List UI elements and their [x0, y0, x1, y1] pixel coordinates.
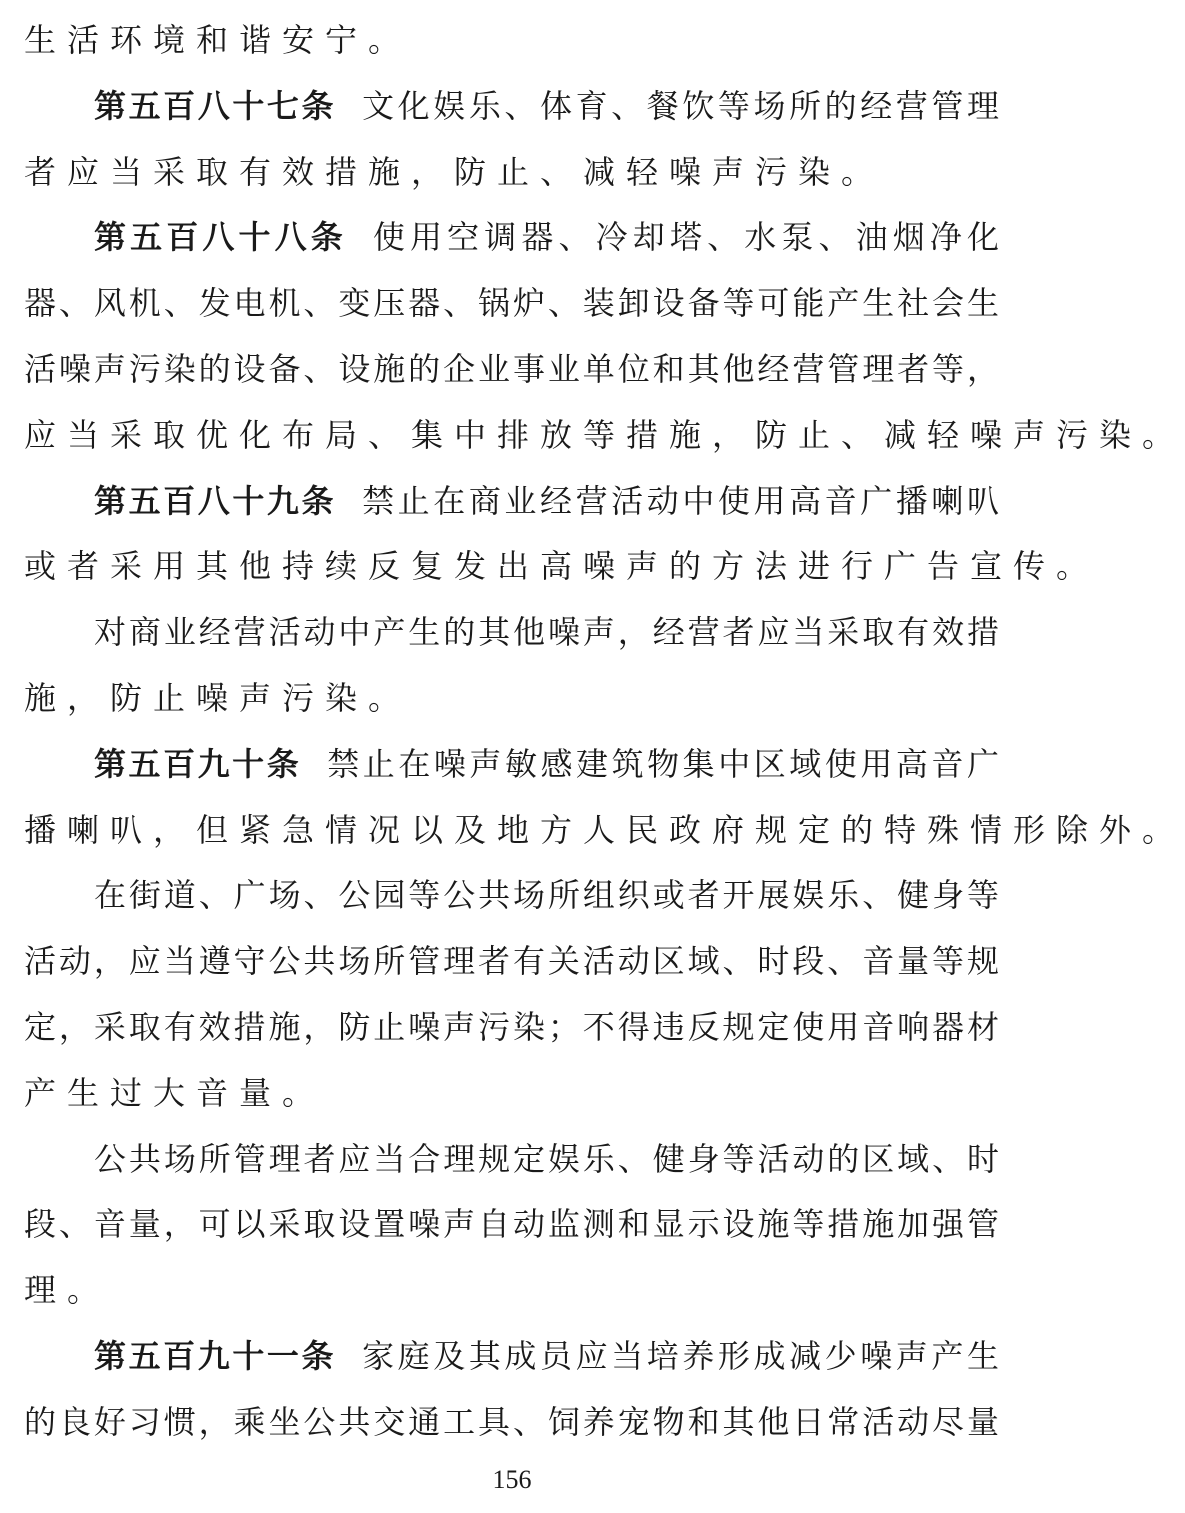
article-number: 第五百九十条 [94, 745, 302, 783]
article-591-line: 第五百九十一条 家庭及其成员应当培养形成减少噪声产生 [94, 1337, 1000, 1375]
text-line: 在街道、广场、公园等公共场所组织或者开展娱乐、健身等 [94, 876, 1000, 914]
text-line: 或者采用其他持续反复发出高噪声的方法进行广告宣传。 [24, 547, 1100, 585]
text-line: 对商业经营活动中产生的其他噪声，经营者应当采取有效措 [94, 613, 1000, 651]
article-number: 第五百九十一条 [94, 1337, 337, 1375]
article-587-line: 第五百八十七条 文化娱乐、体育、餐饮等场所的经营管理 [94, 87, 1000, 125]
text-line: 应当采取优化布局、集中排放等措施，防止、减轻噪声污染。 [24, 416, 1185, 454]
text-line: 活动，应当遵守公共场所管理者有关活动区域、时段、音量等规 [24, 942, 1000, 980]
text-line: 理。 [24, 1271, 111, 1309]
text-line: 器、风机、发电机、变压器、锅炉、装卸设备等可能产生社会生 [24, 284, 1000, 322]
text-line: 活噪声污染的设备、设施的企业事业单位和其他经营管理者等， [24, 350, 1000, 388]
text-line: 的良好习惯，乘坐公共交通工具、饲养宠物和其他日常活动尽量 [24, 1403, 1000, 1441]
article-590-line: 第五百九十条 禁止在噪声敏感建筑物集中区域使用高音广 [94, 745, 1000, 783]
text-line: 公共场所管理者应当合理规定娱乐、健身等活动的区域、时 [94, 1140, 1000, 1178]
article-588-line: 第五百八十八条 使用空调器、冷却塔、水泵、油烟净化 [94, 218, 1000, 256]
article-number: 第五百八十七条 [94, 87, 337, 125]
text-line: 生活环境和谐安宁。 [24, 21, 412, 59]
article-589-line: 第五百八十九条 禁止在商业经营活动中使用高音广播喇叭 [94, 482, 1000, 520]
text-line: 施，防止噪声污染。 [24, 679, 412, 717]
text-line: 产生过大音量。 [24, 1074, 326, 1112]
text-line: 播喇叭，但紧急情况以及地方人民政府规定的特殊情形除外。 [24, 811, 1185, 849]
text-line: 者应当采取有效措施，防止、减轻噪声污染。 [24, 153, 885, 191]
text-line: 定，采取有效措施，防止噪声污染；不得违反规定使用音响器材 [24, 1008, 1000, 1046]
article-number: 第五百八十八条 [94, 218, 347, 256]
page-number: 156 [492, 1465, 532, 1494]
article-number: 第五百八十九条 [94, 482, 337, 520]
text-line: 段、音量，可以采取设置噪声自动监测和显示设施等措施加强管 [24, 1205, 1000, 1243]
